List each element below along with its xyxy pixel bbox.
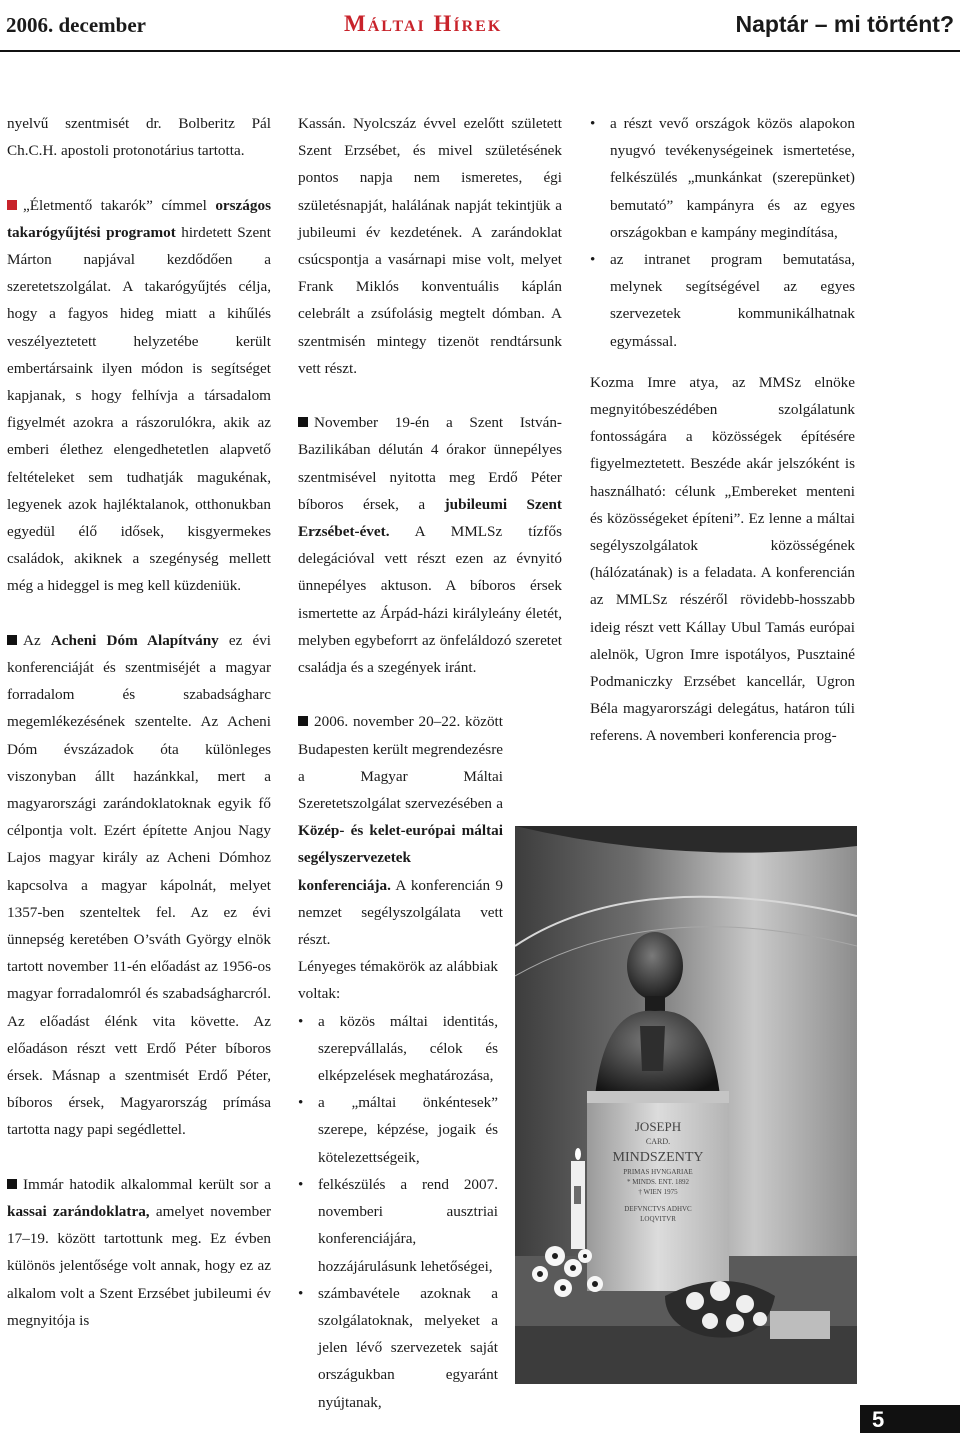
paragraph-acheni: Az Acheni Dóm Alapítvány ez évi konferenciáját és szentmiséjét a magyar forradalom és szabadságharc megemlékezésének szentelte. Az Acheni Dóm évszázadok óta különleges viszonyban állt hazánkkal, mert a magyarországi zarándoklatoknak egyik fő célpontja volt. Ezért építette Anjou Nagy Lajos magyar király az Acheni Dómhoz kapcsolva a magyar kápolnát, melyet 1357-ben szenteltek fel. Az ez évi ünnepség keretében O’sváth György elnök tartott november 11-én előadást az 1956-os magyar forradalomról és szabadságharcról. Az előadást élénk vita követte. Az előadáson részt vett Erdő Péter bíboros érsek. Másnap a szentmisét Erdő Péter, bíboros érsek, Magyarország prímása tartotta nagy papi segédlettel. (7, 631, 272, 1139)
magazine-title: Máltai Hírek (344, 11, 503, 36)
inscription-line: LOQVITVR (640, 1215, 676, 1223)
list-item: • a részt vevő országok közös alapokon nyugvó tevékenységeinek ismertetése, felkészülés „munkánkat (szerepünket) bemutató” kampányra és az egyes országokban e kampány megindítása, (590, 110, 855, 246)
square-bullet-icon (7, 635, 17, 645)
paragraph-takarok: „Életmentő takarók” címmel országos takarógyűjtési programot hirdetett Szent Márton napjával kezdődően a szeretetszolgálat. A takarógyűjtés célja, hogy a fagyos hideg miatt a kihűlés veszélyeztetett helyzetébe került embertársaink ilyen módon is segítséget kapjanak, s hogy felhívja a társadalom figyelmét azokra a rászorulókra, akik az emberi élethez elengedhetetlen alapvető feltételeket sem tudhatják magukénak, legyenek azok hajléktalanok, otthonukban egyedül élő idősek, kisgyermekes családok, akiknek a szegénység mellett még a hideggel is meg kell küzdeniük. (7, 196, 271, 595)
inscription-line: MINDSZENTY (612, 1150, 704, 1165)
inscription-line: † WIEN 1975 (638, 1188, 678, 1196)
list-item: • számbavétele azoknak a szolgálatoknak, melyeket a jelen lévő szervezetek saját országukban egyaránt nyújtanak, (298, 1280, 498, 1416)
topics-list (298, 1008, 498, 1416)
paragraph-topics-intro: Lényeges témakörök az alábbiak voltak: (298, 958, 498, 1003)
paragraph: Kassán. Nyolcszáz évvel ezelőtt született Szent Erzsébet, és mivel születésének pontos napja nem ismeretes, égi születésnapját, halálának napját tekintjük a jubileumi év kezdetének. A zarándoklat csúcspontja a vasárnapi mise volt, melyet Frank Miklós konventuális káplán celebrált a zsúfolásig megtelt dómban. A szentmisén mintegy tizenöt rendtársunk vett részt. (298, 115, 562, 377)
paragraph-kozma: Kozma Imre atya, az MMSz elnöke megnyitóbeszédében szolgálatunk fontosságára a közösségek építésére figyelmeztetett. Beszéde akár jelszóként is használható: célunk „Embereket menteni és közösségeket építeni”. Ez lenne a máltai segélyszolgálatok közösségének (hálózatának) is a feladata. A konferencián az MMLSz részéről rövidebb-hosszabb ideig részt vett Kállay Ubul Tamás európai alelnök, Ugron Imre ispotályos, Pusztainé Podmaniczky Erzsébet kancellár, Ugron Béla magyarországi delegátus, határon túli referens. A novemberi konferencia prog- (590, 373, 855, 745)
page-header (0, 0, 960, 52)
list-item: • a közös máltai identitás, szerepvállalás, célok és elképzelések meghatározása, (298, 1008, 498, 1090)
paragraph-kassai: Immár hatodik alkalommal került sor a kassai zarándoklatra, amelyet november 17–19. között tartottunk meg. Ez évben különös jelentősége volt annak, hogy ez az alkalom volt a Szent Erzsébet jubileumi év megnyitója is (7, 1175, 272, 1329)
list-item: • az intranet program bemutatása, melynek segítségével az egyes szervezetek kommunikálhatnak egymással. (590, 246, 855, 355)
paragraph-konferencia: 2006. november 20–22. között Budapesten került megrendezésre a Magyar Máltai Szeretetszolgálat szervezésében a Közép- és kelet-európai máltai segélyszervezetek konferenciája. A konferencián 9 nemzet segélyszolgálata vett részt. (298, 713, 503, 949)
inscription-line: DEFVNCTVS ADHVC (624, 1205, 692, 1213)
red-square-bullet-icon (7, 200, 17, 210)
square-bullet-icon (298, 417, 308, 427)
topics-list-continued (590, 110, 855, 355)
square-bullet-icon (298, 716, 308, 726)
column-right (590, 110, 855, 750)
photo-mindszenty-bust (515, 826, 857, 1384)
page-number-box (860, 1405, 960, 1433)
paragraph-bazilika: November 19-én a Szent István-Bazilikában délután 4 órakor ünnepélyes szentmisével nyitotta meg Erdő Péter bíboros érsek, a jubileumi Szent Erzsébet-évet. A MMLSz tízfős delegációval vett részt ezen az évnyitó ünnepélyes aktuson. A bíboros érsek ismertette az Árpád-házi királyleány életét, melyben egybeforrt az önfeláldozó szeretet családja és a szegények iránt. (298, 414, 562, 677)
section-title: Naptár – mi történt? (735, 11, 954, 37)
list-item: • felkészülés a rend 2007. novemberi ausztriai konferenciájára, hozzájárulásunk lehetőségei, (298, 1171, 498, 1280)
bust-photo-illustration (515, 826, 857, 1384)
issue-date: 2006. december (6, 13, 146, 37)
paragraph: nyelvű szentmisét dr. Bolberitz Pál Ch.C.H. apostoli protonotárius tartotta. (7, 115, 271, 160)
inscription-line: JOSEPH (634, 1119, 682, 1134)
topics-block (298, 953, 498, 1415)
inscription-line: CARD. (645, 1137, 671, 1146)
page-number: 5 (872, 1407, 885, 1432)
inscription-line: PRIMAS HVNGARIAE (623, 1168, 693, 1176)
inscription-line: * MINDS. ENT. 1892 (627, 1178, 689, 1186)
list-item: • a „máltai önkéntesek” szerepe, képzése, jogaik és kötelezettségeik, (298, 1089, 498, 1171)
column-left (7, 110, 271, 1334)
square-bullet-icon (7, 1179, 17, 1189)
